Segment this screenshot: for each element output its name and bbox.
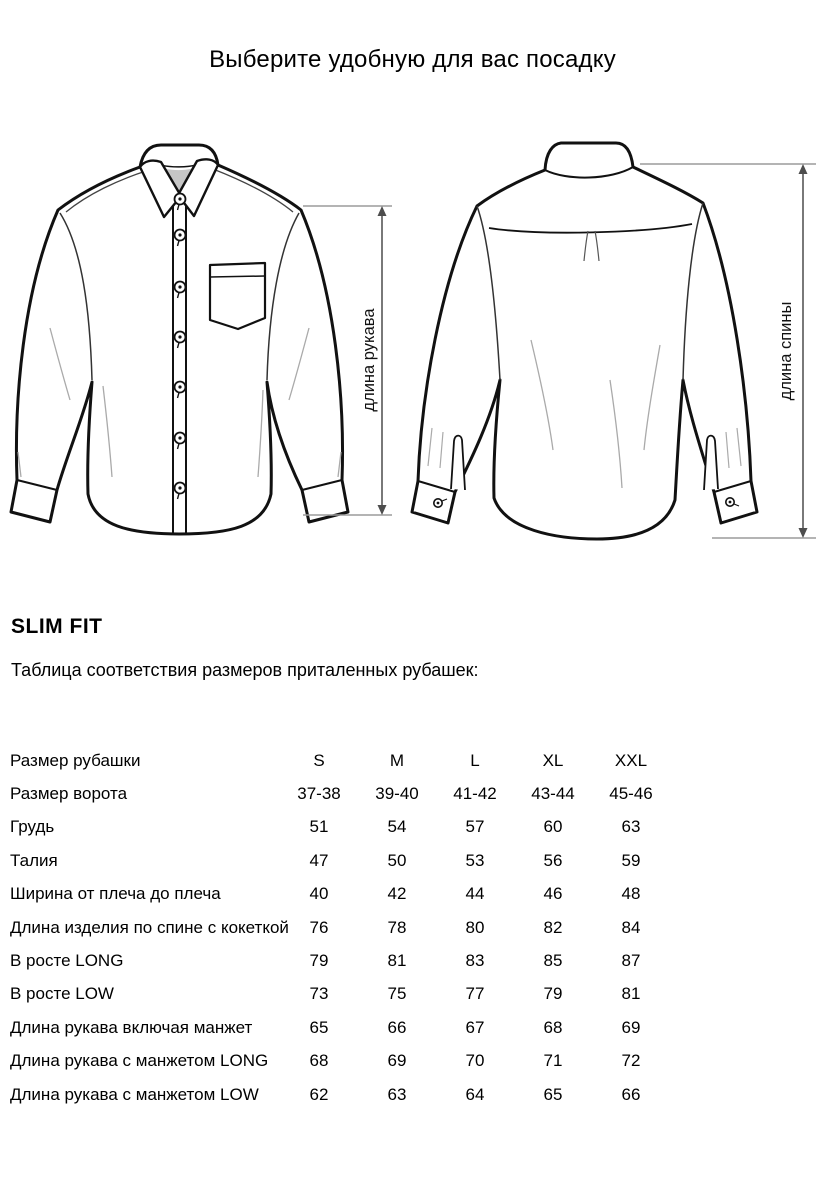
shirt-back-drawing (412, 143, 757, 539)
row-value: 59 (621, 850, 641, 870)
row-value: 76 (309, 917, 329, 937)
table-row (10, 1045, 670, 1078)
row-value: 80 (465, 917, 485, 937)
row-value: 60 (543, 817, 563, 837)
row-value: 87 (621, 951, 641, 971)
row-value: 47 (309, 850, 329, 870)
row-value: 78 (387, 917, 407, 937)
row-value: 66 (621, 1084, 641, 1104)
row-label: Длина рукава включая манжет (10, 1017, 253, 1037)
row-label: Длина рукава с манжетом LONG (10, 1051, 269, 1071)
row-value: 62 (309, 1084, 329, 1104)
row-value: XL (542, 750, 564, 770)
row-label: Длина рукава с манжетом LOW (10, 1084, 259, 1104)
row-value: XXL (614, 750, 648, 770)
row-value: 63 (621, 817, 641, 837)
row-value: 85 (543, 951, 563, 971)
row-value: 44 (465, 884, 485, 904)
row-value: 46 (543, 884, 563, 904)
table-row (10, 911, 670, 944)
table-row (10, 1011, 670, 1044)
shirts-diagram (0, 130, 825, 600)
row-value: 71 (543, 1051, 563, 1071)
row-value: 42 (387, 884, 407, 904)
row-value: L (470, 750, 480, 770)
table-row (10, 811, 670, 844)
back-length-label: длина спины (777, 301, 795, 401)
row-label: Размер ворота (10, 784, 128, 804)
row-value: S (313, 750, 325, 770)
row-label: Ширина от плеча до плеча (10, 884, 221, 904)
table-row (10, 777, 670, 810)
row-value: 72 (621, 1051, 641, 1071)
row-label: В росте LOW (10, 984, 114, 1004)
chest-pocket (210, 263, 265, 329)
row-value: 81 (387, 951, 407, 971)
row-label: В росте LONG (10, 951, 124, 971)
table-row (10, 944, 670, 977)
fit-subtitle: Таблица соответствия размеров приталенных рубашек: (11, 660, 479, 680)
row-value: 65 (309, 1017, 329, 1037)
row-value: 67 (465, 1017, 485, 1037)
row-value: 73 (309, 984, 329, 1004)
row-value: 65 (543, 1084, 563, 1104)
row-value: 69 (621, 1017, 641, 1037)
fit-heading: SLIM FIT (11, 615, 103, 638)
row-value: 41-42 (453, 784, 497, 804)
size-table (10, 744, 670, 1111)
sleeve-length-label: длина рукава (360, 308, 378, 412)
row-label: Талия (10, 850, 58, 870)
table-row (10, 1078, 670, 1111)
row-value: 66 (387, 1017, 407, 1037)
row-value: 53 (465, 850, 485, 870)
row-value: 50 (387, 850, 407, 870)
row-value: 84 (621, 917, 641, 937)
row-value: 79 (543, 984, 563, 1004)
row-label: Длина изделия по спине с кокеткой (10, 917, 289, 937)
row-value: 64 (465, 1084, 485, 1104)
row-value: 68 (309, 1051, 329, 1071)
row-value: 63 (387, 1084, 407, 1104)
row-value: 51 (309, 817, 329, 837)
row-value: 77 (465, 984, 485, 1004)
row-value: 54 (387, 817, 407, 837)
row-value: 70 (465, 1051, 485, 1071)
row-value: 81 (621, 984, 641, 1004)
row-value: 48 (621, 884, 641, 904)
row-label: Размер рубашки (10, 750, 141, 770)
row-value: 37-38 (297, 784, 341, 804)
row-value: 83 (465, 951, 485, 971)
row-value: M (389, 750, 405, 770)
table-row (10, 744, 670, 777)
row-value: 40 (309, 884, 329, 904)
row-value: 82 (543, 917, 563, 937)
row-value: 57 (465, 817, 485, 837)
row-value: 39-40 (375, 784, 419, 804)
row-value: 43-44 (531, 784, 575, 804)
row-value: 45-46 (609, 784, 653, 804)
page-title: Выберите удобную для вас посадку (209, 46, 616, 73)
row-value: 56 (543, 850, 563, 870)
table-row (10, 878, 670, 911)
row-value: 75 (387, 984, 407, 1004)
table-row (10, 844, 670, 877)
row-value: 68 (543, 1017, 563, 1037)
row-value: 79 (309, 951, 329, 971)
table-row (10, 978, 670, 1011)
row-label: Грудь (10, 817, 55, 837)
row-value: 69 (387, 1051, 407, 1071)
shirt-front-drawing (11, 145, 348, 534)
